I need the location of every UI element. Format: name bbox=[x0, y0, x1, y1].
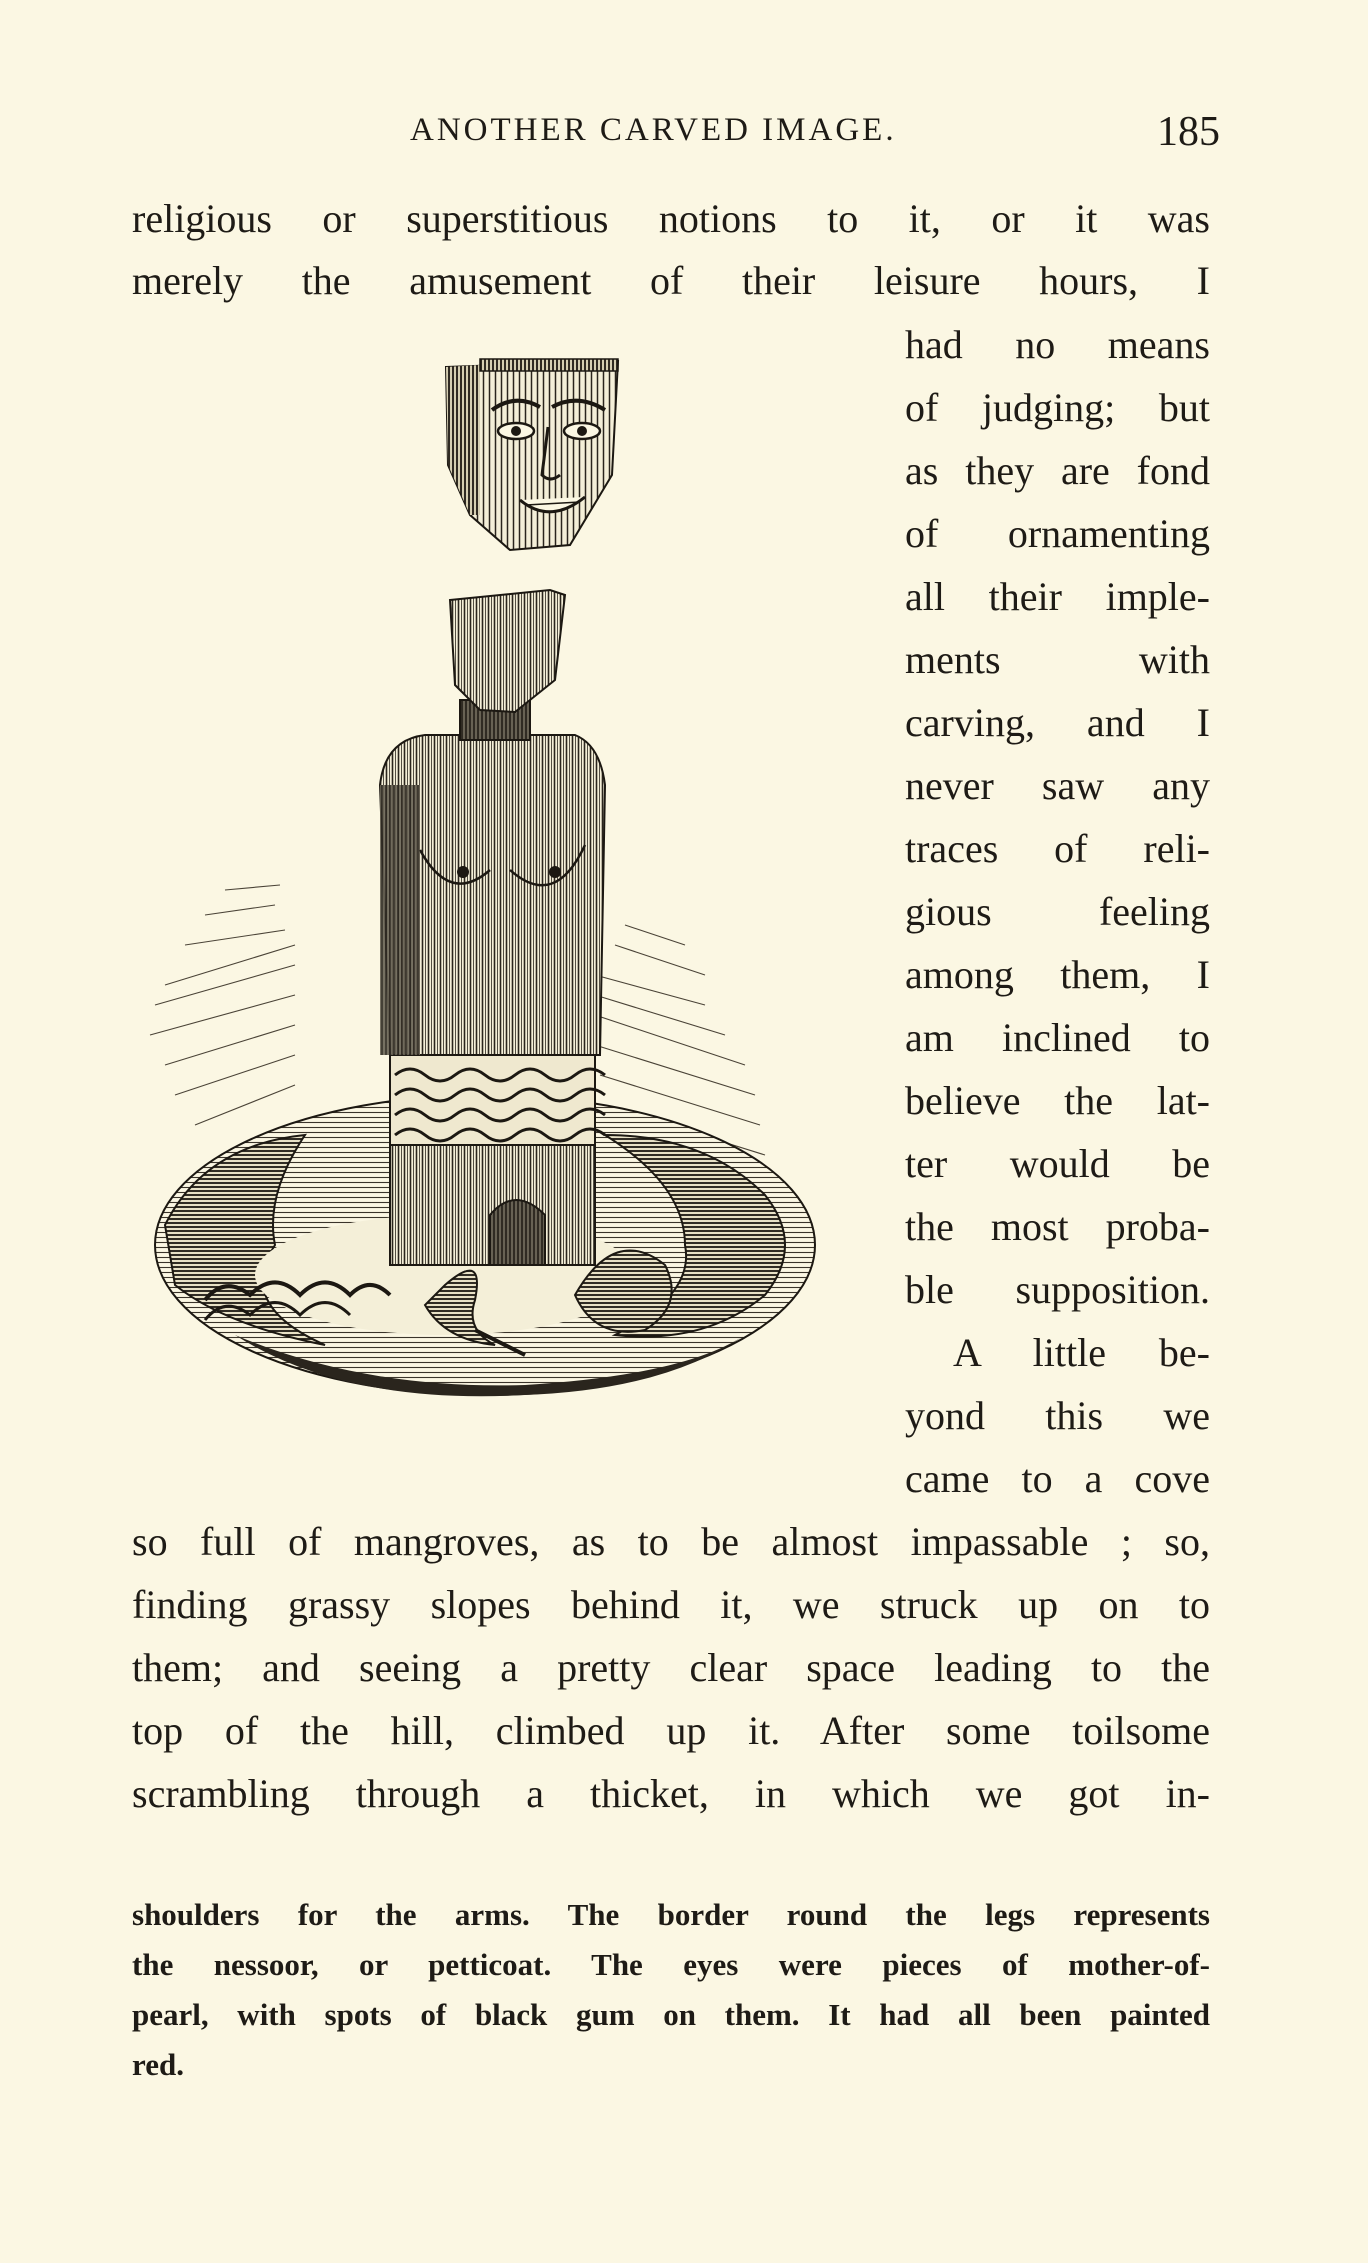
body-line: A little be- bbox=[953, 1330, 1210, 1375]
footnote-line: red. bbox=[132, 2047, 184, 2082]
body-line: scrambling through a thicket, in which we got in- bbox=[132, 1771, 1210, 1816]
body-line: came to a cove bbox=[905, 1456, 1210, 1501]
body-line: all their imple- bbox=[905, 574, 1210, 619]
body-line: top of the hill, climbed up it. After some toilsome bbox=[132, 1708, 1210, 1753]
body-line: religious or superstitious notions to it, or it was bbox=[132, 196, 1210, 241]
body-line: of ornamenting bbox=[905, 511, 1210, 556]
body-line: gious feeling bbox=[905, 889, 1210, 934]
body-line: am inclined to bbox=[905, 1015, 1210, 1060]
body-line: finding grassy slopes behind it, we struck up on to bbox=[132, 1582, 1210, 1627]
body-line: never saw any bbox=[905, 763, 1210, 808]
body-line: among them, I bbox=[905, 952, 1210, 997]
body-line: ter would be bbox=[905, 1141, 1210, 1186]
body-line: the most proba- bbox=[905, 1204, 1210, 1249]
running-head bbox=[130, 109, 1220, 162]
body-line: so full of mangroves, as to be almost impassable ; so, bbox=[132, 1519, 1210, 1564]
body-line: yond this we bbox=[905, 1393, 1210, 1438]
running-title: ANOTHER CARVED IMAGE. bbox=[410, 112, 897, 148]
body-line: ble supposition. bbox=[905, 1267, 1210, 1312]
body-line: ments with bbox=[905, 637, 1210, 682]
body-line: as they are fond bbox=[905, 448, 1210, 493]
body-line: carving, and I bbox=[905, 700, 1210, 745]
body-line: believe the lat- bbox=[905, 1078, 1210, 1123]
body-line: merely the amusement of their leisure hours, I bbox=[132, 258, 1210, 303]
footnote-line: shoulders for the arms. The border round the legs represents bbox=[132, 1897, 1210, 1932]
figure-head bbox=[440, 355, 630, 565]
body-line: them; and seeing a pretty clear space leading to the bbox=[132, 1645, 1210, 1690]
footnote-line: pearl, with spots of black gum on them. It had all been painted bbox=[132, 1997, 1210, 2032]
body-line: traces of reli- bbox=[905, 826, 1210, 871]
footnote bbox=[132, 1890, 1210, 2090]
page-number: 185 bbox=[1157, 109, 1220, 155]
footnote-line: the nessoor, or petticoat. The eyes were pieces of mother-of- bbox=[132, 1947, 1210, 1982]
body-line: had no means bbox=[905, 322, 1210, 367]
body-line: of judging; but bbox=[905, 385, 1210, 430]
carved-figure bbox=[380, 590, 605, 1265]
